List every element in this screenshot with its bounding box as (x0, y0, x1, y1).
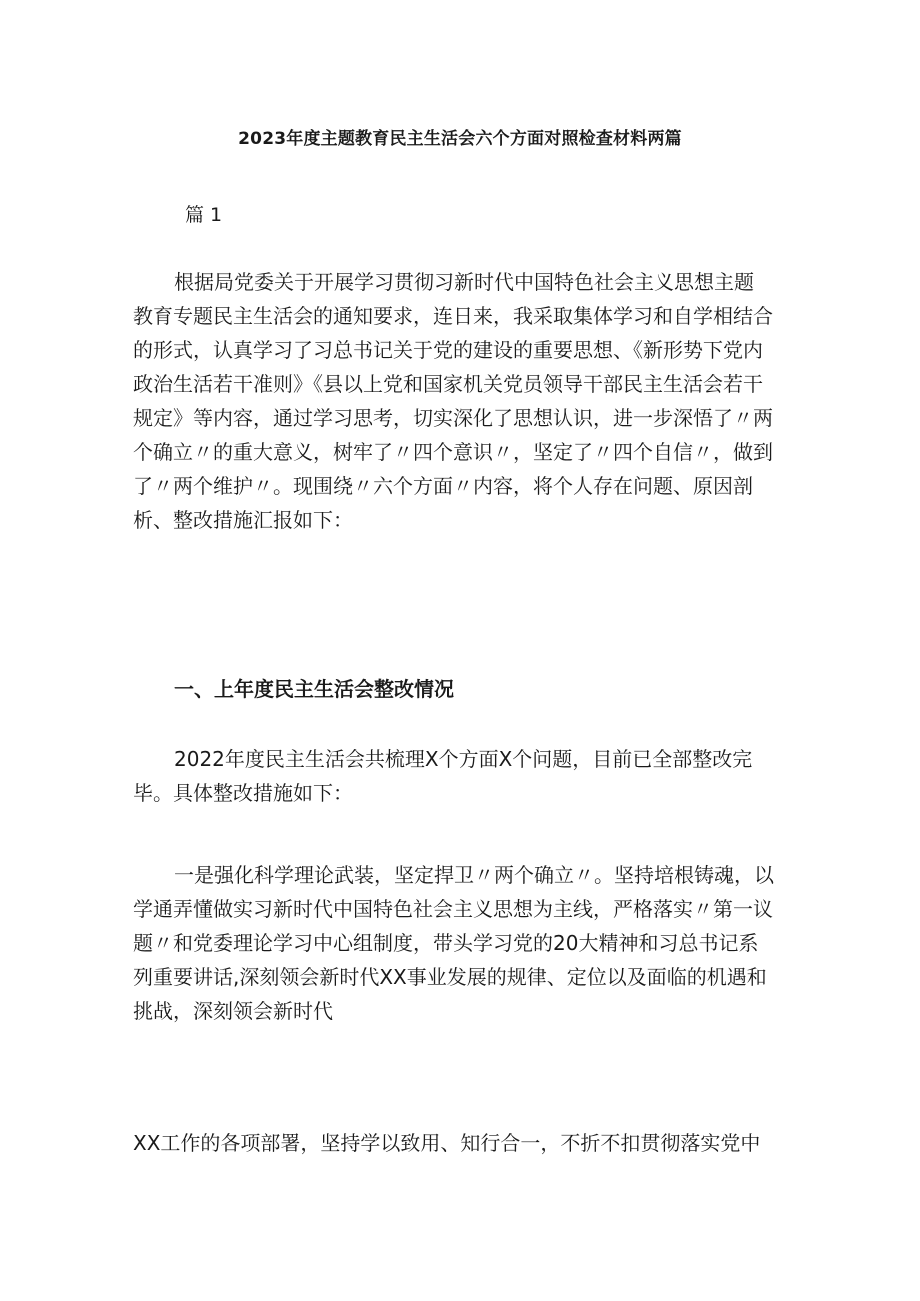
paragraph-measure-1 (133, 858, 793, 1028)
paragraph-continuation (133, 1126, 793, 1160)
paragraph-line: 规定》等内容，通过学习思考，切实深化了思想认识，进一步深悟了〃两 (133, 406, 773, 430)
paragraph-line: 的形式，认真学习了习总书记关于党的建设的重要思想、《新形势下党内 (133, 338, 763, 362)
paragraph-intro (133, 265, 793, 537)
paragraph-line: 一是强化科学理论武装，坚定捍卫〃两个确立〃。坚持培根铸魂，以 (174, 863, 774, 887)
paragraph-line: 学通弄懂做实习新时代中国特色社会主义思想为主线，严格落实〃第一议 (133, 897, 773, 921)
paragraph-line: 2022年度民主生活会共梳理X个方面X个问题，目前已全部整改完 (174, 747, 753, 771)
paragraph-line: 了〃两个维护〃。现围绕〃六个方面〃内容，将个人存在问题、原因剖 (133, 474, 753, 498)
paragraph-line: 析、整改措施汇报如下： (133, 508, 353, 532)
paragraph-line: 题〃和党委理论学习中心组制度，带头学习党的20大精神和习总书记系 (133, 931, 759, 955)
section-label: 篇 1 (185, 204, 223, 226)
paragraph-line: 教育专题民主生活会的通知要求，连日来，我采取集体学习和自学相结合 (133, 304, 773, 328)
paragraph-line: 列重要讲话,深刻领会新时代XX事业发展的规律、定位以及面临的机遇和 (133, 965, 767, 989)
paragraph-line: XX工作的各项部署，坚持学以致用、知行合一，不折不扣贯彻落实党中 (133, 1131, 761, 1155)
paragraph-line: 根据局党委关于开展学习贯彻习新时代中国特色社会主义思想主题 (174, 270, 754, 294)
paragraph-line: 个确立〃的重大意义，树牢了〃四个意识〃，坚定了〃四个自信〃，做到 (133, 440, 773, 464)
section-heading: 一、上年度民主生活会整改情况 (174, 677, 454, 701)
paragraph-line: 挑战，深刻领会新时代 (133, 999, 333, 1023)
paragraph-summary (133, 742, 793, 810)
paragraph-line: 政治生活若干准则》《县以上党和国家机关党员领导干部民主生活会若干 (133, 372, 763, 396)
paragraph-line: 毕。具体整改措施如下： (133, 781, 353, 805)
document-title: 2023年度主题教育民主生活会六个方面对照检查材料两篇 (238, 129, 682, 149)
